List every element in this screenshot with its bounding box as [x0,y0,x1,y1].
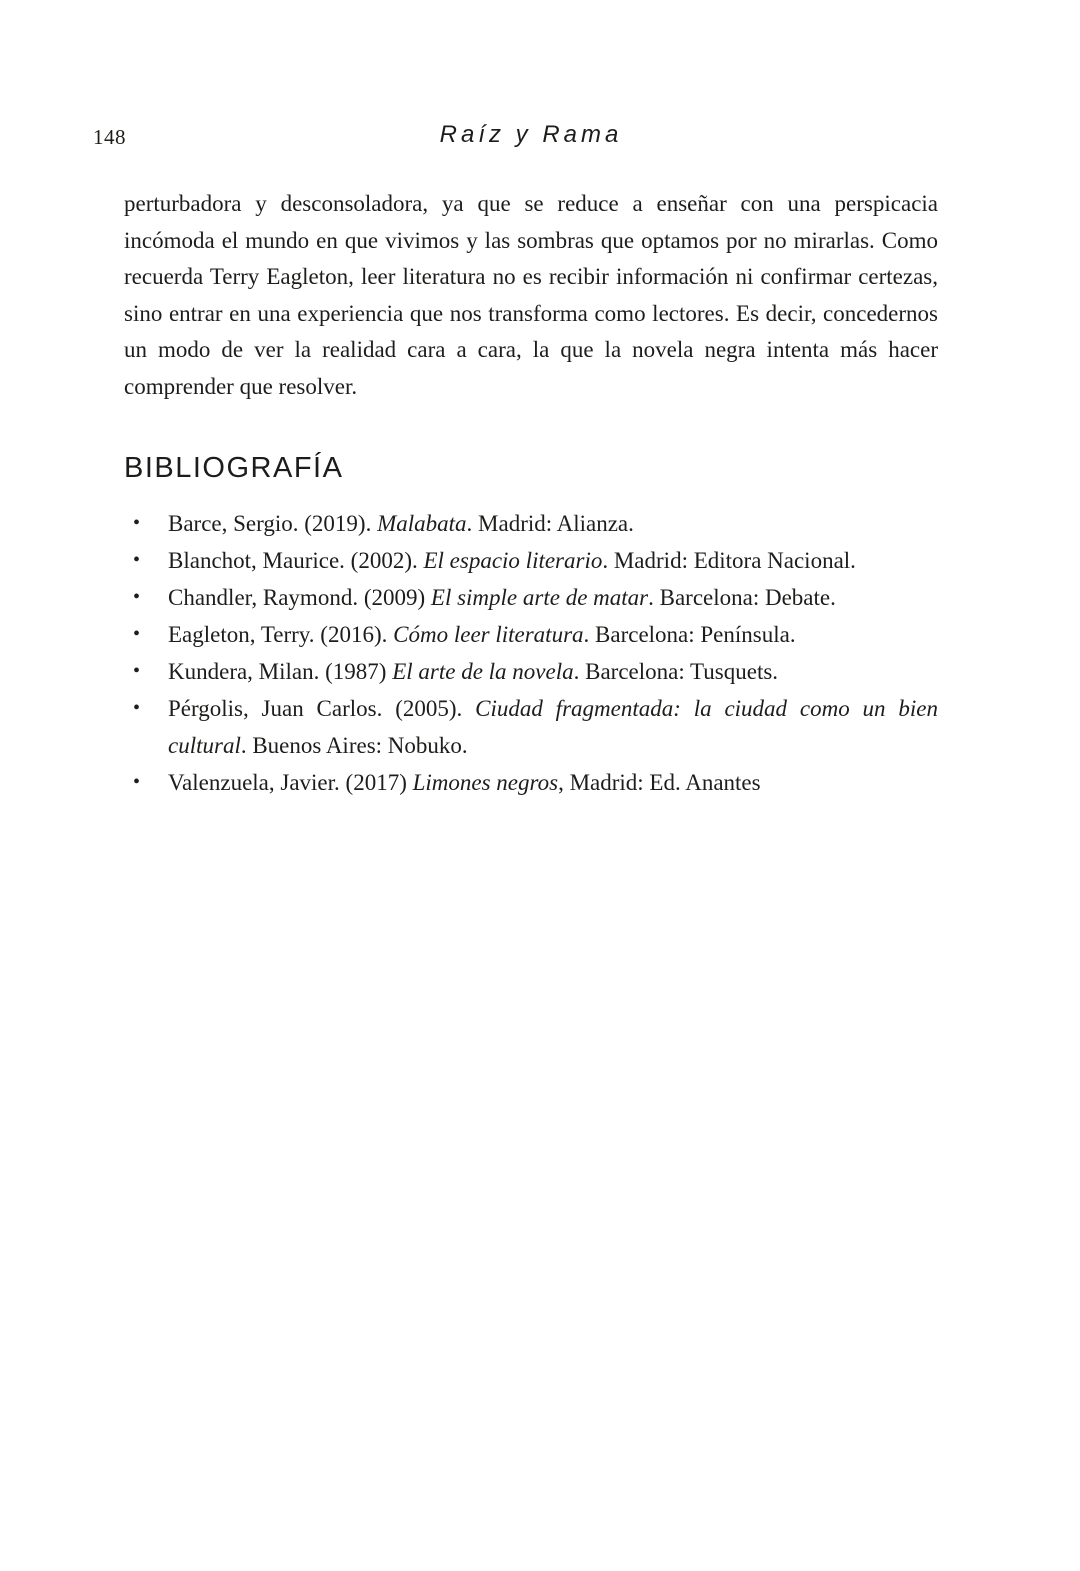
work-title: Limones negros [412,770,559,795]
bullet-icon: • [133,586,141,608]
bullet-icon: • [133,660,141,682]
entry-text-segment: Eagleton, Terry. (2016). [168,622,394,647]
work-title: El espacio literario [423,548,603,573]
work-title: El simple arte de matar [430,585,649,610]
entry-text-segment: Chandler, Raymond. (2009) [168,585,431,610]
entry-text-segment: . Barcelona: Tusquets. [573,659,779,684]
entry-text-segment: . Buenos Aires: Nobuko. [240,733,468,758]
bibliography-entry-text [168,764,938,801]
entry-text-segment: . Barcelona: Debate. [648,585,836,610]
bibliography-entry-text [168,505,938,542]
work-title: Cómo leer literatura [393,622,584,647]
bullet-icon: • [133,771,141,793]
bibliography-entry-text [168,690,938,764]
page-number: 148 [93,125,126,149]
entry-text-segment: Barce, Sergio. (2019). [168,511,378,536]
bibliography-heading: BIBLIOGRAFÍA [124,452,344,484]
bibliography-entry [124,764,938,801]
bibliography-entry-text [168,616,938,653]
bibliography-entry [124,542,938,579]
bibliography-entry [124,653,938,690]
work-title: Ciudad fragmentada: la ciudad como un bien cultural [168,696,938,758]
entry-text-segment: . Barcelona: Península. [583,622,796,647]
running-title: Raíz y Rama [439,121,623,148]
work-title: El arte de la novela [392,659,574,684]
entry-text-segment: Kundera, Milan. (1987) [168,659,393,684]
bullet-icon: • [133,623,141,645]
bibliography-entry-text [168,653,938,690]
bibliography-list [124,505,938,801]
bibliography-entry [124,505,938,542]
bullet-icon: • [133,549,141,571]
entry-text-segment: Pérgolis, Juan Carlos. (2005). [168,696,476,721]
entry-text-segment: . Madrid: Editora Nacional. [602,548,856,573]
bibliography-entry [124,579,938,616]
entry-text-segment: Valenzuela, Javier. (2017) [168,770,413,795]
bibliography-entry-text [168,542,938,579]
entry-text-segment: . Madrid: Alianza. [466,511,634,536]
bibliography-entry [124,616,938,653]
page-content [124,186,938,801]
bibliography-entry-text [168,579,938,616]
bullet-icon: • [133,697,141,719]
work-title: Malabata [377,511,467,536]
body-paragraph: perturbadora y desconsoladora, ya que se reduce a enseñar con una perspicacia incómoda el mundo en que vivimos y las sombras que optamos por no mirarlas. Como recuerda Terry Eagleton, leer literatura no es recibir información ni confirmar certezas, sino entrar en una experiencia que nos transforma como lectores. Es decir, concedernos un modo de ver la realidad cara a cara, la que la novela negra intenta más hacer comprender que resolver. [124,191,938,399]
bibliography-entry [124,690,938,764]
entry-text-segment: Blanchot, Maurice. (2002). [168,548,424,573]
bullet-icon: • [133,512,141,534]
entry-text-segment: , Madrid: Ed. Anantes [558,770,761,795]
page-header [93,121,938,149]
